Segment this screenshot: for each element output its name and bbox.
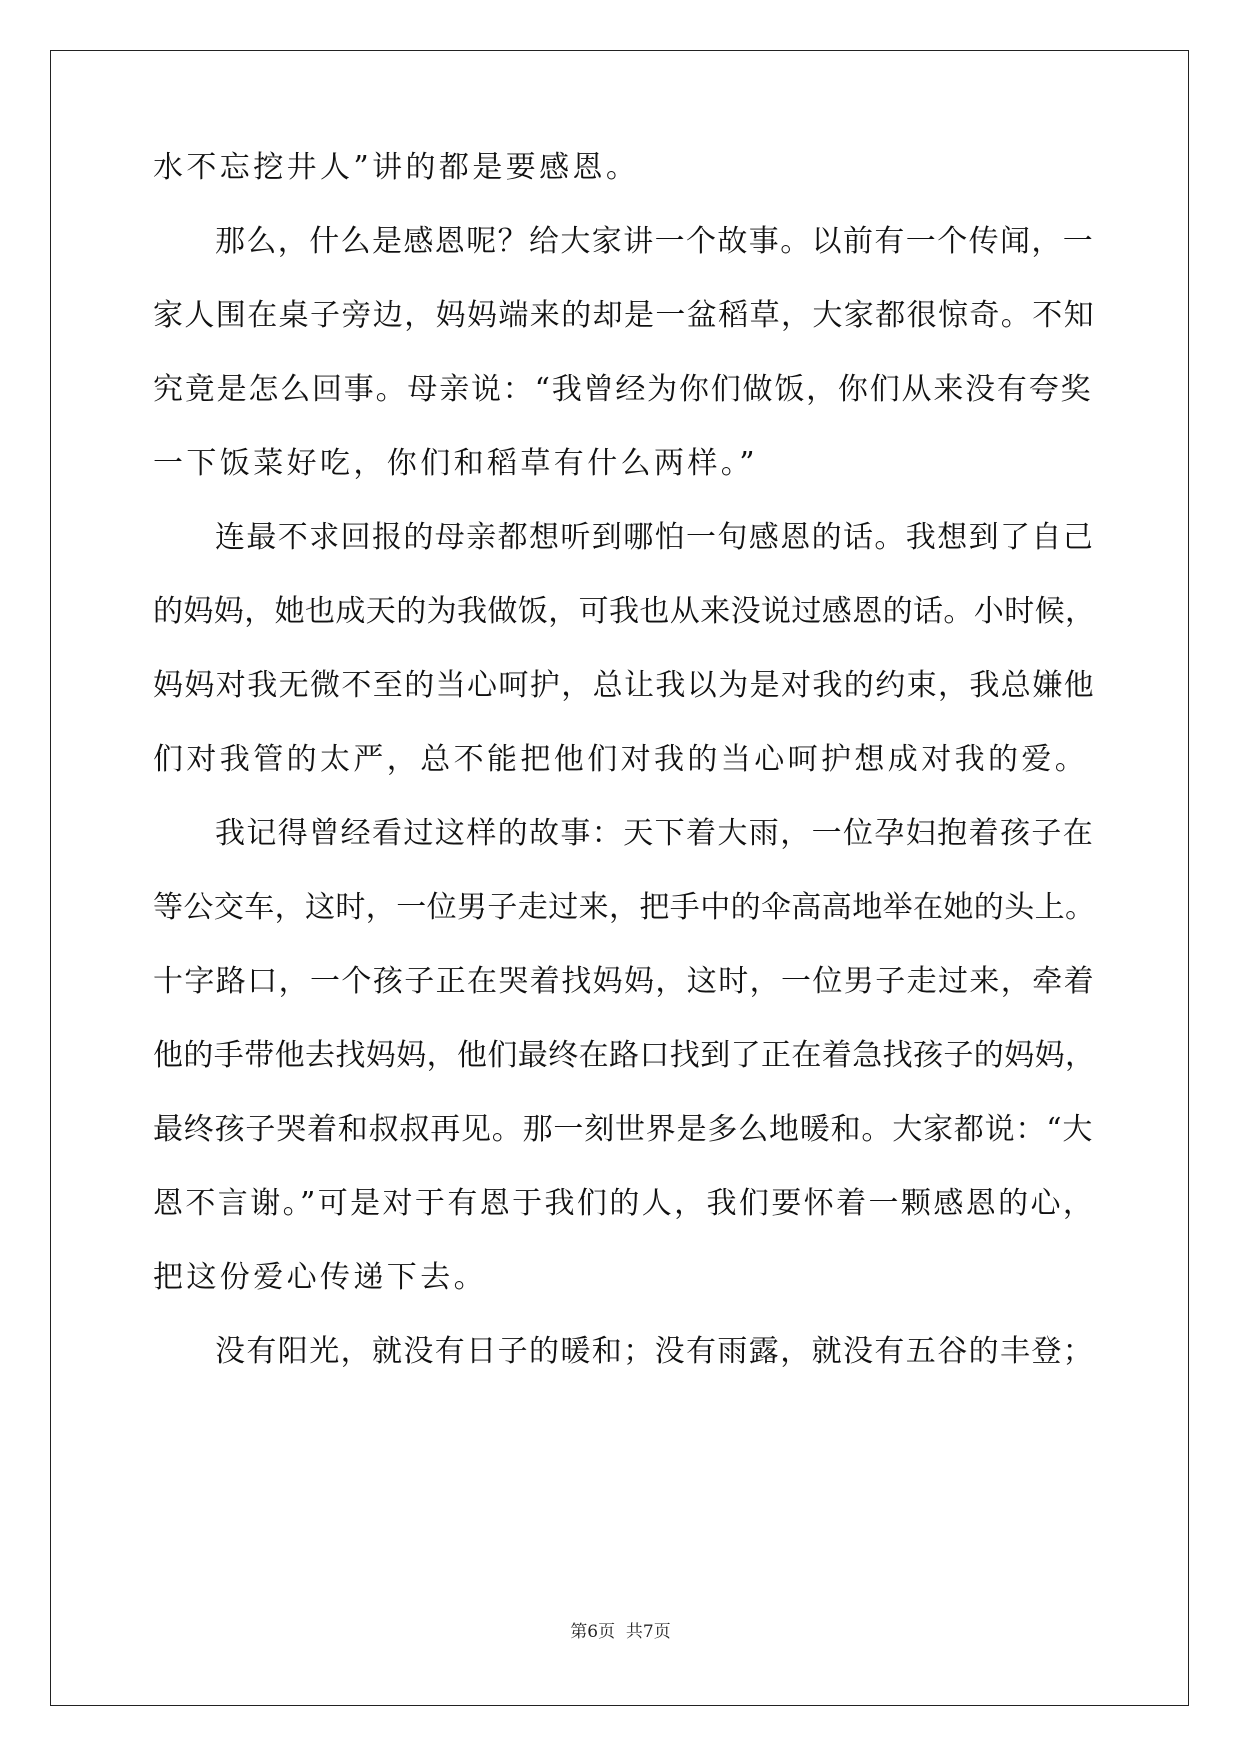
text-line: 那么，什么是感恩呢？给大家讲一个故事。以前有一个传闻，一 (215, 224, 1095, 259)
text-line: 的妈妈，她也成天的为我做饭，可我也从来没说过感恩的话。小时候， (153, 594, 1096, 629)
text-line: 等公交车，这时，一位男子走过来，把手中的伞高高地举在她的头上。 (153, 890, 1096, 925)
text-line: 家人围在桌子旁边，妈妈端来的却是一盆稻草，大家都很惊奇。不知 (153, 298, 1095, 333)
text-line: 把这份爱心传递下去。 (153, 1260, 487, 1295)
page-number: 第6页 共7页 (570, 1622, 671, 1642)
text-line: 没有阳光，就没有日子的暖和；没有雨露，就没有五谷的丰登； (215, 1334, 1095, 1369)
text-line: 连最不求回报的母亲都想听到哪怕一句感恩的话。我想到了自己 (215, 520, 1095, 555)
text-line: 恩不言谢。”可是对于有恩于我们的人，我们要怀着一颗感恩的心， (153, 1186, 1096, 1221)
text-line: 究竟是怎么回事。母亲说：“我曾经为你们做饭，你们从来没有夸奖 (153, 372, 1093, 407)
text-line: 最终孩子哭着和叔叔再见。那一刻世界是多么地暖和。大家都说：“大 (153, 1112, 1094, 1147)
text-line: 一下饭菜好吃，你们和稻草有什么两样。” (153, 446, 758, 481)
text-line: 妈妈对我无微不至的当心呵护，总让我以为是对我的约束，我总嫌他 (153, 668, 1095, 703)
text-line: 十字路口，一个孩子正在哭着找妈妈，这时，一位男子走过来，牵着 (153, 964, 1095, 999)
page-footer (0, 1620, 1241, 1644)
text-line: 们对我管的太严，总不能把他们对我的当心呵护想成对我的爱。 (153, 742, 1089, 777)
text-line: 水不忘挖井人”讲的都是要感恩。 (153, 150, 640, 185)
text-line: 他的手带他去找妈妈，他们最终在路口找到了正在着急找孩子的妈妈， (153, 1038, 1096, 1073)
text-line: 我记得曾经看过这样的故事：天下着大雨，一位孕妇抱着孩子在 (215, 816, 1095, 851)
